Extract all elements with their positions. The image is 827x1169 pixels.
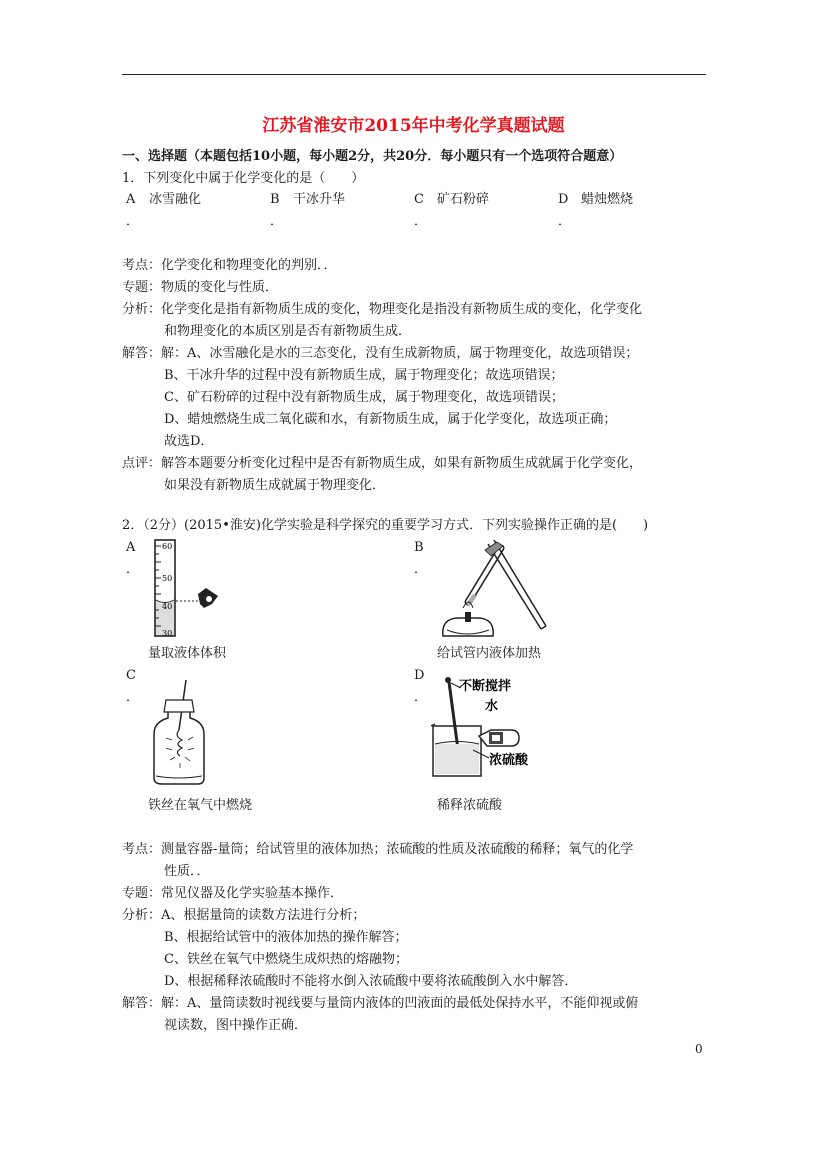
q2-option-a-dot: ． [126, 562, 140, 577]
q1-jieda-line2: B、干冰升华的过程中没有新物质生成，属于物理变化；故选项错误； [164, 368, 564, 383]
q1-option-d-letter: D [558, 192, 569, 207]
q2-option-c-caption: 铁丝在氧气中燃烧 [148, 798, 253, 813]
section-heading: 一、选择题（本题包括10小题，每小题2分，共20分．每小题只有一个选项符合题意） [122, 149, 623, 164]
q1-option-a-text: 冰雪融化 [149, 192, 202, 207]
q2-jieda-line2: 视读数，图中操作正确． [164, 1018, 308, 1033]
q1-jieda-line4: D、蜡烛燃烧生成二氧化碳和水，有新物质生成，属于化学变化，故选项正确； [164, 412, 617, 427]
q1-fenxi-line2: 和物理变化的本质区别是否有新物质生成． [164, 324, 412, 339]
q2-fenxi-line1: 分析：A、根据量筒的读数方法进行分析； [122, 908, 366, 923]
label-stir: 不断搅拌 [459, 679, 512, 694]
q2-option-a-letter: A [126, 540, 136, 555]
cylinder-tick-40: 40 [162, 602, 173, 611]
q2-fenxi-line4: D、根据稀释浓硫酸时不能将水倒入浓硫酸中要将浓硫酸倒入水中解答． [164, 974, 578, 989]
q1-jieda-line5: 故选D． [164, 434, 214, 449]
page-title: 江苏省淮安市2015年中考化学真题试题 [262, 116, 565, 136]
q1-option-c-text: 矿石粉碎 [437, 192, 490, 207]
q1-jieda-line3: C、矿石粉碎的过程中没有新物质生成，属于物理变化，故选项错误； [164, 390, 564, 405]
q1-option-a-letter: A [126, 192, 136, 207]
oxygen-bottle-image [148, 678, 208, 788]
q1-fenxi-line1: 分析：化学变化是指有新物质生成的变化，物理变化是指没有新物质生成的变化，化学变化 [122, 302, 643, 317]
q1-zhuanti: 专题：物质的变化与性质． [122, 280, 279, 295]
q2-option-b-letter: B [414, 540, 424, 555]
q1-kaodian: 考点：化学变化和物理变化的判别．． [122, 258, 337, 273]
q1-option-a-dot: ． [126, 214, 140, 229]
q1-option-b-text: 干冰升华 [293, 192, 346, 207]
q1-option-b-dot: ． [270, 214, 284, 229]
q2-option-d-letter: D [414, 668, 425, 683]
cylinder-tick-30: 30 [162, 629, 173, 638]
q2-option-d-caption: 稀释浓硫酸 [437, 798, 503, 813]
dilution-image [427, 672, 557, 787]
q2-option-c-dot: ． [126, 690, 140, 705]
q2-kaodian-line2: 性质．． [164, 864, 210, 879]
header-rule [122, 74, 706, 75]
cylinder-tick-60: 60 [162, 542, 173, 551]
q1-option-c-dot: ． [414, 214, 428, 229]
q2-option-d-dot: ． [414, 690, 428, 705]
q1-option-d-dot: ． [558, 214, 572, 229]
cylinder-tick-50: 50 [162, 574, 173, 583]
q2-fenxi-line3: C、铁丝在氧气中燃烧生成炽热的熔融物； [164, 952, 408, 967]
q2-fenxi-line2: B、根据给试管中的液体加热的操作解答； [164, 930, 408, 945]
q2-option-b-caption: 给试管内液体加热 [437, 646, 542, 661]
q2-option-a-caption: 量取液体体积 [148, 646, 227, 661]
q1-jieda-line1: 解答：解：A、冰雪融化是水的三态变化，没有生成新物质，属于物理变化，故选项错误； [122, 346, 639, 361]
q2-zhuanti: 专题：常见仪器及化学实验基本操作． [122, 886, 344, 901]
q2-option-b-dot: ． [414, 562, 428, 577]
graduated-cylinder-image [148, 538, 228, 638]
q2-kaodian-line1: 考点：测量容器-量筒；给试管里的液体加热；浓硫酸的性质及浓硫酸的稀释；氧气的化学 [122, 842, 634, 857]
q2-jieda-line1: 解答：解：A、量筒读数时视线要与量筒内液体的凹液面的最低处保持水平，不能仰视或俯 [122, 996, 639, 1011]
q2-stem: 2．（2分）(2015•淮安)化学实验是科学探究的重要学习方式．下列实验操作正确的是( ) [122, 518, 649, 533]
q2-option-c-letter: C [126, 668, 136, 683]
q1-dianping-line1: 点评：解答本题要分析变化过程中是否有新物质生成，如果有新物质生成就属于化学变化， [122, 456, 643, 471]
test-tube-heating-image [433, 534, 548, 644]
q1-stem: 1．下列变化中属于化学变化的是（ ） [122, 171, 365, 186]
label-water: 水 [485, 699, 499, 714]
q1-option-d-text: 蜡烛燃烧 [581, 192, 634, 207]
label-acid: 浓硫酸 [489, 753, 529, 768]
page-number: 0 [695, 1042, 703, 1056]
q1-dianping-line2: 如果没有新物质生成就属于物理变化． [164, 478, 386, 493]
q1-option-c-letter: C [414, 192, 424, 207]
q1-option-b-letter: B [270, 192, 280, 207]
